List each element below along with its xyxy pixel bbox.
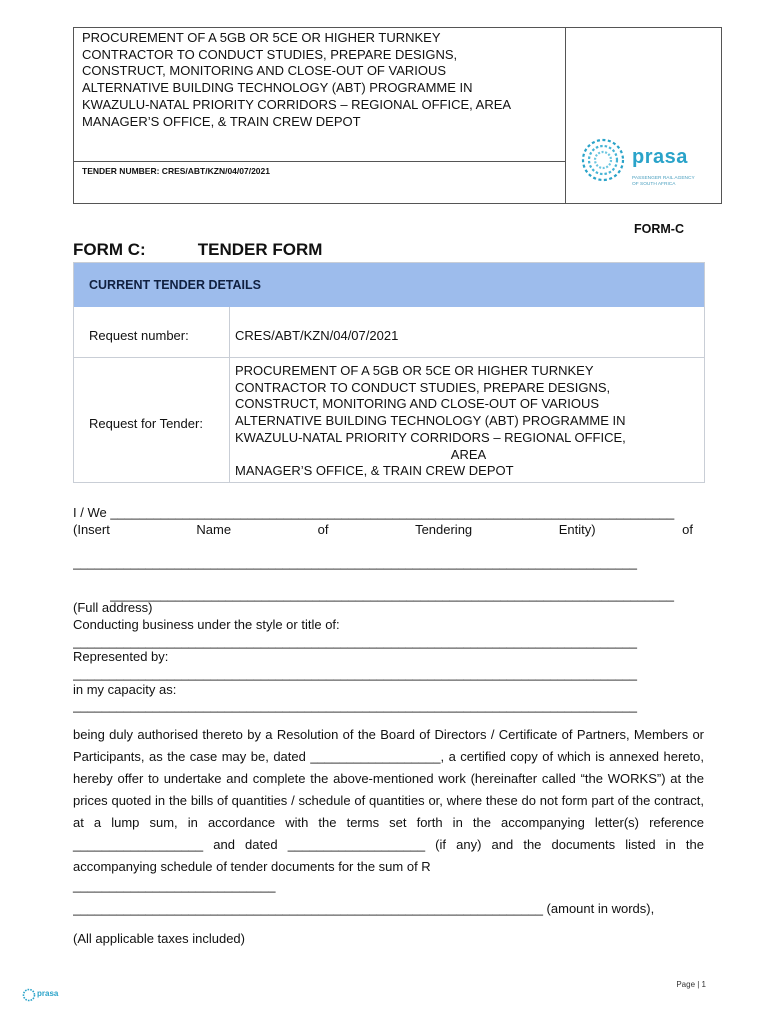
tender-number: TENDER NUMBER: CRES/ABT/KZN/04/07/2021 — [82, 166, 270, 176]
header-title-line: PROCUREMENT OF A 5GB OR 5CE OR HIGHER TURNKEY — [82, 30, 441, 45]
request-number-label: Request number: — [89, 328, 189, 343]
request-for-line: ALTERNATIVE BUILDING TECHNOLOGY (ABT) PROGRAMME IN — [235, 413, 626, 429]
prasa-logo-word: prasa — [632, 146, 688, 168]
header-title-line: MANAGER’S OFFICE, & TRAIN CREW DEPOT — [82, 113, 361, 129]
page-number: Page | 1 — [676, 980, 706, 989]
request-for-value — [235, 363, 702, 480]
request-for-line: MANAGER’S OFFICE, & TRAIN CREW DEPOT — [235, 463, 514, 479]
insert-word: of — [317, 522, 329, 537]
insert-word: (Insert — [73, 522, 110, 537]
header-title-line: ALTERNATIVE BUILDING TECHNOLOGY (ABT) PROGRAMME IN — [82, 80, 473, 96]
business-style-line[interactable]: ______________________________________________________________________________ — [73, 634, 637, 649]
table-heading: CURRENT TENDER DETAILS — [89, 278, 261, 292]
sum-line[interactable]: ____________________________ — [73, 878, 276, 893]
request-for-line: CONTRACTOR TO CONDUCT STUDIES, PREPARE DESIGNS, — [235, 379, 611, 395]
authorisation-paragraph: being duly authorised thereto by a Resolution of the Board of Directors / Certificate of Partners, Members or Participants, as the case may be, dated __________________, a certified copy of which is annexed hereto, hereby offer to undertake and complete the above-mentioned work (hereinafter called “the WORKS”) at the prices quoted in the bills of quantities / schedule of quantities or, where these do not form part of the contract, at a lump sum, in accordance with the terms set forth in the accompanying letter(s) reference __________________ and dated ___________________ (if any) and the documents listed in the accompanying schedule of tender documents for the sum of R — [73, 727, 704, 874]
insert-word: Tendering — [415, 522, 473, 537]
header-title-cell — [74, 28, 566, 203]
i-we-line[interactable]: I / We ______________________________________________________________________________ — [73, 505, 675, 520]
header-divider — [74, 161, 565, 162]
insert-word: of — [682, 522, 693, 537]
insert-word: Name — [196, 522, 232, 537]
request-for-label: Request for Tender: — [89, 416, 203, 431]
request-for-line: AREA — [450, 446, 487, 462]
table-row-divider — [74, 357, 704, 358]
insert-name-row — [73, 522, 693, 537]
taxes-note: (All applicable taxes included) — [73, 931, 245, 946]
form-title-text: TENDER FORM — [197, 240, 323, 259]
header-title-line: CONSTRUCT, MONITORING AND CLOSE-OUT OF VARIOUS — [82, 63, 447, 79]
header-title — [82, 30, 562, 130]
header-title-line: CONTRACTOR TO CONDUCT STUDIES, PREPARE DESIGNS, — [82, 46, 458, 62]
table-column-divider — [229, 307, 230, 482]
address-line-1[interactable]: ______________________________________________________________________________ — [73, 555, 637, 570]
footer-logo-word: prasa — [37, 989, 59, 998]
full-address-label: (Full address) — [73, 600, 153, 615]
footer-logo — [22, 988, 59, 1007]
request-for-line: PROCUREMENT OF A 5GB OR 5CE OR HIGHER TURNKEY — [235, 363, 594, 378]
insert-word: Entity) — [558, 522, 596, 537]
table-header — [74, 263, 704, 307]
prasa-logo-tagline: PASSENGER RAIL AGENCY OF SOUTH AFRICA — [632, 176, 695, 187]
conducting-business-label: Conducting business under the style or title of: — [73, 617, 340, 632]
prasa-logo-icon — [579, 136, 627, 189]
tender-details-table — [73, 262, 705, 483]
form-title — [73, 240, 322, 260]
capacity-label: in my capacity as: — [73, 682, 177, 697]
form-code: FORM-C — [634, 222, 684, 236]
request-number-value: CRES/ABT/KZN/04/07/2021 — [235, 328, 399, 343]
header-title-line: KWAZULU-NATAL PRIORITY CORRIDORS – REGIONAL OFFICE, AREA — [82, 96, 512, 112]
amount-in-words-line[interactable]: _________________________________________________________________ (amount in words), — [73, 901, 655, 916]
capacity-line[interactable]: ______________________________________________________________________________ — [73, 698, 637, 713]
represented-by-label: Represented by: — [73, 649, 169, 664]
represented-by-line[interactable]: ______________________________________________________________________________ — [73, 666, 637, 681]
footer-prasa-icon — [22, 988, 36, 1002]
form-title-code: FORM C: — [73, 240, 146, 259]
request-for-line: KWAZULU-NATAL PRIORITY CORRIDORS – REGIONAL OFFICE, — [235, 429, 626, 445]
address-line-2[interactable]: ______________________________________________________________________________ — [110, 587, 674, 602]
document-header — [73, 27, 722, 204]
request-for-line: CONSTRUCT, MONITORING AND CLOSE-OUT OF VARIOUS — [235, 396, 600, 412]
